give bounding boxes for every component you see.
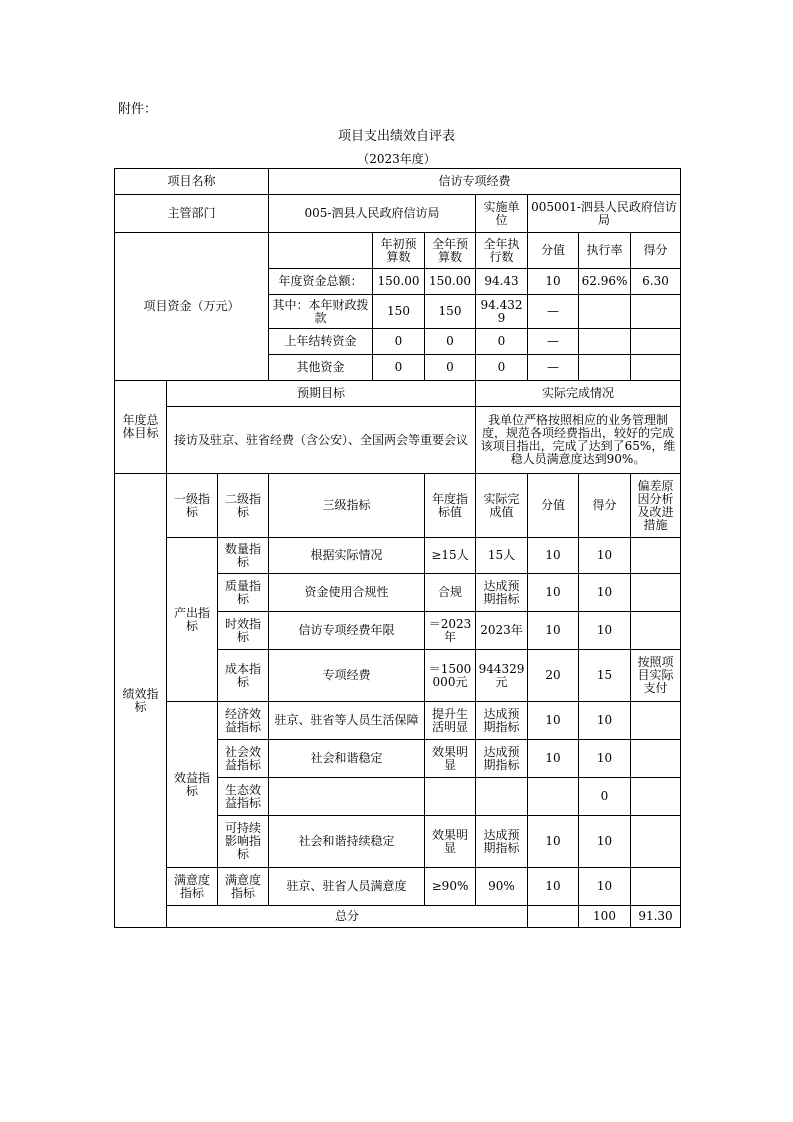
indicator-actual: 达成预期指标: [476, 574, 528, 612]
funds-header: 分值: [528, 233, 579, 269]
indicator-deviation: [631, 574, 681, 612]
funds-cell: 6.30: [631, 269, 681, 295]
indicator-weight: 10: [528, 538, 579, 574]
funds-cell: [631, 329, 681, 355]
project-name-label: 项目名称: [115, 169, 269, 195]
indicator-weight: [528, 778, 579, 816]
funds-cell: 0: [373, 355, 425, 381]
total-label: 总分: [167, 906, 528, 928]
indicator-score: 10: [579, 816, 631, 868]
indicator-level1: 满意度指标: [167, 868, 218, 906]
indicator-deviation: [631, 868, 681, 906]
funds-cell: 62.96%: [579, 269, 631, 295]
indicator-target: ≥15人: [425, 538, 476, 574]
total-score: 100: [579, 906, 631, 928]
funds-header: 年初预算数: [373, 233, 425, 269]
indicator-score: 10: [579, 538, 631, 574]
row-goals-header: [115, 381, 681, 407]
indicator-level2: 时效指标: [218, 612, 269, 650]
funds-cell: 0: [476, 355, 528, 381]
funds-label: 项目资金（万元）: [115, 233, 269, 381]
indicator-level3: 专项经费: [269, 650, 425, 702]
indicator-actual: 944329元: [476, 650, 528, 702]
funds-cell: 0: [373, 329, 425, 355]
indicator-score: 10: [579, 574, 631, 612]
indicator-level2: 成本指标: [218, 650, 269, 702]
funds-cell: 150.00: [373, 269, 425, 295]
indicator-deviation: [631, 612, 681, 650]
dept-value: 005-泗县人民政府信访局: [269, 195, 476, 233]
indicator-header: 年度指标值: [425, 474, 476, 538]
indicator-actual: 15人: [476, 538, 528, 574]
funds-cell: 其他资金: [269, 355, 373, 381]
indicator-level3: 驻京、驻省等人员生活保障: [269, 702, 425, 740]
indicator-weight: 10: [528, 740, 579, 778]
row-total: [115, 906, 681, 928]
funds-header: 得分: [631, 233, 681, 269]
indicator-deviation: [631, 778, 681, 816]
indicator-level3: 驻京、驻省人员满意度: [269, 868, 425, 906]
indicator-level1: 效益指标: [167, 702, 218, 868]
indicator-header: 偏差原因分析及改进措施: [631, 474, 681, 538]
indicator-level2: 可持续影响指标: [218, 816, 269, 868]
funds-cell: 10: [528, 269, 579, 295]
funds-cell: [631, 295, 681, 329]
indicator-target: ＝2023年: [425, 612, 476, 650]
funds-cell: —: [528, 355, 579, 381]
goals-expected-label: 预期目标: [167, 381, 476, 407]
funds-cell: 年度资金总额：: [269, 269, 373, 295]
row-goals-content: [115, 407, 681, 474]
indicator-actual: 2023年: [476, 612, 528, 650]
funds-cell: —: [528, 329, 579, 355]
project-name-value: 信访专项经费: [269, 169, 681, 195]
funds-cell: 150.00: [425, 269, 476, 295]
indicator-target: ≥90%: [425, 868, 476, 906]
indicator-deviation: 按照项目实际支付: [631, 650, 681, 702]
total-result: 91.30: [631, 906, 681, 928]
indicator-target: 效果明显: [425, 740, 476, 778]
indicator-level3: 信访专项经费年限: [269, 612, 425, 650]
indicator-level3: 社会和谐稳定: [269, 740, 425, 778]
attachment-label: 附件：: [118, 102, 158, 117]
goals-actual-label: 实际完成情况: [476, 381, 681, 407]
indicator-weight: 10: [528, 702, 579, 740]
performance-table: [114, 168, 681, 928]
indicator-level3: 根据实际情况: [269, 538, 425, 574]
indicator-target: 效果明显: [425, 816, 476, 868]
funds-cell: 150: [425, 295, 476, 329]
indicator-weight: 20: [528, 650, 579, 702]
indicator-actual: 达成预期指标: [476, 816, 528, 868]
goals-actual: 我单位严格按照相应的业务管理制度，规范各项经费指出，较好的完成该项目指出，完成了达到了65%，维稳人员满意度达到90%。: [476, 407, 681, 474]
indicator-level3: 社会和谐持续稳定: [269, 816, 425, 868]
funds-cell: 94.4329: [476, 295, 528, 329]
funds-cell: 0: [425, 355, 476, 381]
funds-cell: 150: [373, 295, 425, 329]
funds-header: 全年预算数: [425, 233, 476, 269]
year-subtitle: （2023年度）: [357, 152, 436, 166]
indicator-score: 10: [579, 868, 631, 906]
indicator-target: [425, 778, 476, 816]
indicator-deviation: [631, 702, 681, 740]
row-project-name: [115, 169, 681, 195]
page-title: 项目支出绩效自评表: [337, 129, 455, 144]
indicator-row: [115, 538, 681, 574]
indicator-score: 15: [579, 650, 631, 702]
indicator-weight: 10: [528, 816, 579, 868]
indicator-deviation: [631, 740, 681, 778]
indicator-header: 三级指标: [269, 474, 425, 538]
row-department: [115, 195, 681, 233]
funds-cell: 94.43: [476, 269, 528, 295]
funds-cell: [579, 355, 631, 381]
funds-cell: [631, 355, 681, 381]
indicator-level2: 生态效益指标: [218, 778, 269, 816]
funds-header: 执行率: [579, 233, 631, 269]
indicator-score: 10: [579, 612, 631, 650]
funds-cell: 其中：本年财政拨款: [269, 295, 373, 329]
indicator-actual: 达成预期指标: [476, 702, 528, 740]
indicator-header: 得分: [579, 474, 631, 538]
goals-expected: 接访及驻京、驻省经费（含公安）、全国两会等重要会议: [167, 407, 476, 474]
row-funds-header: [115, 233, 681, 269]
indicator-level1: 产出指标: [167, 538, 218, 702]
indicator-level3: 资金使用合规性: [269, 574, 425, 612]
indicator-score: 10: [579, 702, 631, 740]
indicator-level2: 满意度指标: [218, 868, 269, 906]
funds-cell: 上年结转资金: [269, 329, 373, 355]
funds-header: 全年执行数: [476, 233, 528, 269]
indicator-actual: 90%: [476, 868, 528, 906]
funds-header-blank: [269, 233, 373, 269]
indicator-actual: 达成预期指标: [476, 740, 528, 778]
indicator-score: 0: [579, 778, 631, 816]
indicator-header: 二级指标: [218, 474, 269, 538]
indicator-weight: 10: [528, 574, 579, 612]
indicator-header: 实际完成值: [476, 474, 528, 538]
indicator-row: [115, 868, 681, 906]
indicator-weight: 10: [528, 868, 579, 906]
indicator-deviation: [631, 538, 681, 574]
indicator-score: 10: [579, 740, 631, 778]
funds-cell: [579, 295, 631, 329]
indicator-header: 分值: [528, 474, 579, 538]
indicator-target: ＝1500000元: [425, 650, 476, 702]
indicator-target: 合规: [425, 574, 476, 612]
indicator-level2: 数量指标: [218, 538, 269, 574]
funds-cell: [579, 329, 631, 355]
indicator-deviation: [631, 816, 681, 868]
indicator-level2: 经济效益指标: [218, 702, 269, 740]
indicators-label: 绩效指标: [115, 474, 167, 928]
indicator-weight: 10: [528, 612, 579, 650]
indicator-header: 一级指标: [167, 474, 218, 538]
indicator-level3: [269, 778, 425, 816]
indicator-level2: 质量指标: [218, 574, 269, 612]
total-blank: [528, 906, 579, 928]
row-indicators-header: [115, 474, 681, 538]
funds-cell: 0: [476, 329, 528, 355]
indicator-level2: 社会效益指标: [218, 740, 269, 778]
impl-unit-value: 005001-泗县人民政府信访局: [528, 195, 681, 233]
funds-cell: —: [528, 295, 579, 329]
funds-cell: 0: [425, 329, 476, 355]
goals-label: 年度总体目标: [115, 381, 167, 474]
dept-label: 主管部门: [115, 195, 269, 233]
indicator-actual: [476, 778, 528, 816]
impl-unit-label: 实施单位: [476, 195, 528, 233]
indicator-target: 提升生活明显: [425, 702, 476, 740]
indicator-row: [115, 702, 681, 740]
